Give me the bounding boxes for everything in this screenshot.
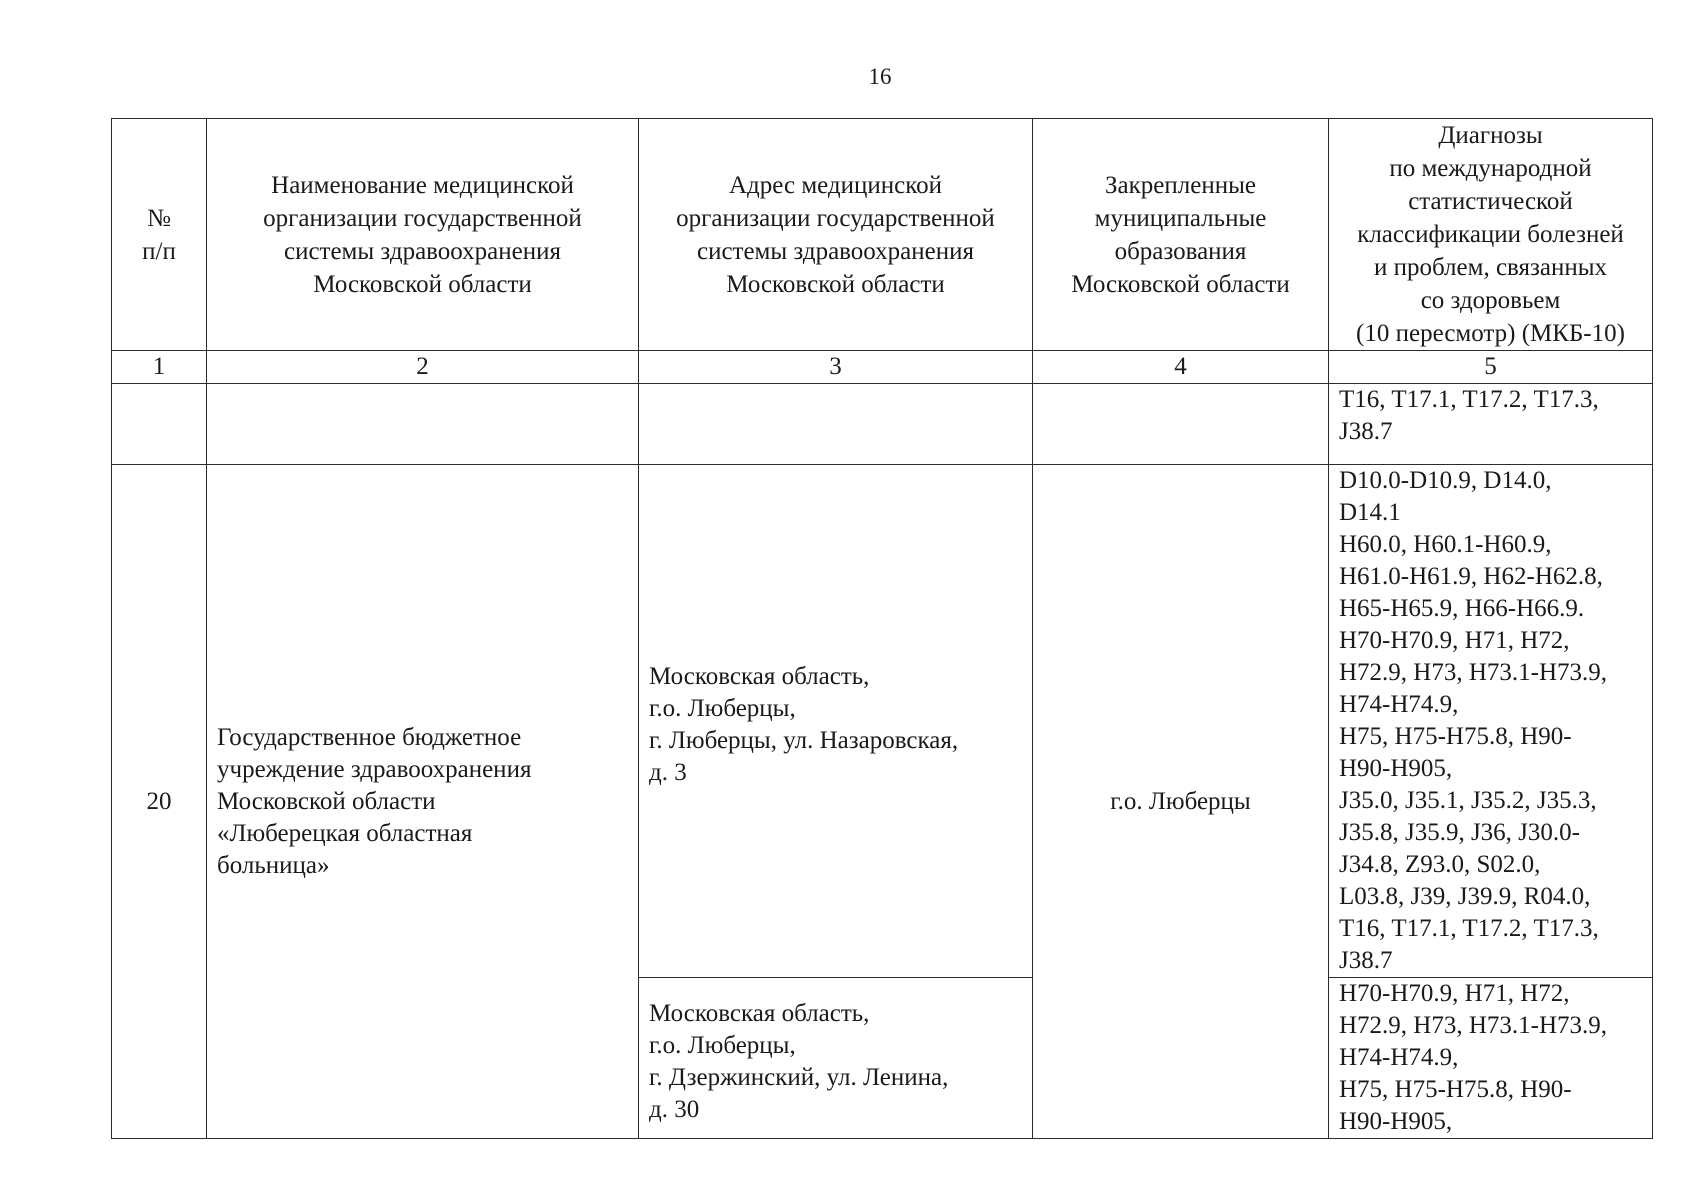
text-line: Московская область, [649, 1000, 870, 1027]
cell-diagnoses [1329, 465, 1653, 978]
column-number: 3 [639, 351, 1033, 384]
text-line: H74-H74.9, [1339, 691, 1459, 718]
text-line: Московской области [1071, 270, 1290, 298]
text-line: Наименование медицинской [271, 171, 574, 199]
text-line: учреждение здравоохранения [217, 755, 532, 783]
text-line: г.о. Люберцы, [649, 1032, 796, 1059]
table-row [112, 465, 1653, 978]
column-number: 1 [112, 351, 207, 384]
column-number-row [112, 351, 1653, 384]
text-line: Московской области [313, 270, 532, 298]
text-line: J35.8, J35.9, J36, J30.0- [1339, 819, 1580, 846]
text-line: D14.1 [1339, 499, 1401, 526]
text-line: H90-H905, [1339, 755, 1453, 782]
text-line: и проблем, связанных [1373, 254, 1608, 281]
cell-organization [207, 465, 639, 1139]
text-line: г.о. Люберцы, [649, 695, 796, 722]
text-line: системы здравоохранения [283, 237, 562, 265]
text-line: г. Дзержинский, ул. Ленина, [649, 1064, 949, 1091]
text-line: H61.0-H61.9, H62-H62.8, [1339, 563, 1603, 590]
cell-diagnoses [1329, 978, 1653, 1139]
text-line: T16, T17.1, T17.2, T17.3, [1339, 386, 1599, 413]
text-line: J38.7 [1339, 947, 1393, 974]
text-line: Московской области [726, 270, 945, 298]
text-line: H72.9, H73, H73.1-H73.9, [1339, 659, 1608, 686]
text-line: д. 30 [649, 1096, 700, 1123]
text-line: организации государственной [676, 204, 995, 232]
text-line: H75, H75-H75.8, H90- [1339, 723, 1572, 750]
text-line: J38.7 [1339, 418, 1393, 445]
text-line: H90-H905, [1339, 1108, 1453, 1135]
text-line: образования [1114, 237, 1247, 265]
column-number: 2 [207, 351, 639, 384]
cell-address [639, 978, 1033, 1139]
text-line: L03.8, J39, J39.9, R04.0, [1339, 883, 1591, 910]
text-line: T16, T17.1, T17.2, T17.3, [1339, 915, 1599, 942]
text-line: J34.8, Z93.0, S02.0, [1339, 851, 1541, 878]
text-line: классификации болезней [1357, 221, 1624, 248]
cell-organization [207, 384, 639, 465]
text-line: H75, H75-H75.8, H90- [1339, 1076, 1572, 1103]
diagnosis-table [111, 118, 1653, 1139]
cell-address [639, 465, 1033, 978]
text-line: со здоровьем [1420, 287, 1561, 314]
cell-address [639, 384, 1033, 465]
text-line: Московская область, [649, 663, 870, 690]
text-line: Адрес медицинской [728, 171, 942, 199]
header-row [112, 119, 1653, 351]
text-line: организации государственной [263, 204, 582, 232]
header-number [112, 119, 207, 351]
text-line: H72.9, H73, H73.1-H73.9, [1339, 1012, 1608, 1039]
cell-number: 20 [112, 465, 207, 1139]
header-organization [207, 119, 639, 351]
text-line: H70-H70.9, H71, H72, [1339, 980, 1570, 1007]
text-line: Диагнозы [1438, 122, 1543, 149]
text-line: по международной [1389, 155, 1592, 182]
text-line: J35.0, J35.1, J35.2, J35.3, [1339, 787, 1597, 814]
continuation-row [112, 384, 1653, 465]
cell-number [112, 384, 207, 465]
cell-municipal: г.о. Люберцы [1033, 465, 1329, 1139]
header-diagnoses [1329, 119, 1653, 351]
text-line: д. 3 [649, 759, 687, 786]
text-line: № [147, 204, 171, 232]
text-line: г. Люберцы, ул. Назаровская, [649, 727, 959, 754]
cell-diagnoses [1329, 384, 1653, 465]
text-line: D10.0-D10.9, D14.0, [1339, 467, 1552, 494]
header-municipal [1033, 119, 1329, 351]
text-line: (10 пересмотр) (МКБ-10) [1356, 320, 1625, 347]
text-line: статистической [1408, 188, 1573, 215]
text-line: муниципальные [1094, 204, 1267, 232]
column-number: 5 [1329, 351, 1653, 384]
text-line: Закрепленные [1105, 171, 1256, 199]
text-line: Государственное бюджетное [217, 723, 522, 751]
text-line: H70-H70.9, H71, H72, [1339, 627, 1570, 654]
text-line: H65-H65.9, H66-H66.9. [1339, 595, 1585, 622]
page-number: 16 [868, 64, 892, 89]
text-line: п/п [142, 237, 176, 265]
text-line: H74-H74.9, [1339, 1044, 1459, 1071]
text-line: системы здравоохранения [696, 237, 975, 265]
header-address [639, 119, 1033, 351]
text-line: Московской области [217, 787, 436, 815]
cell-municipal [1033, 384, 1329, 465]
column-number: 4 [1033, 351, 1329, 384]
text-line: H60.0, H60.1-H60.9, [1339, 531, 1552, 558]
text-line: больница» [217, 851, 330, 879]
text-line: «Люберецкая областная [217, 819, 473, 847]
